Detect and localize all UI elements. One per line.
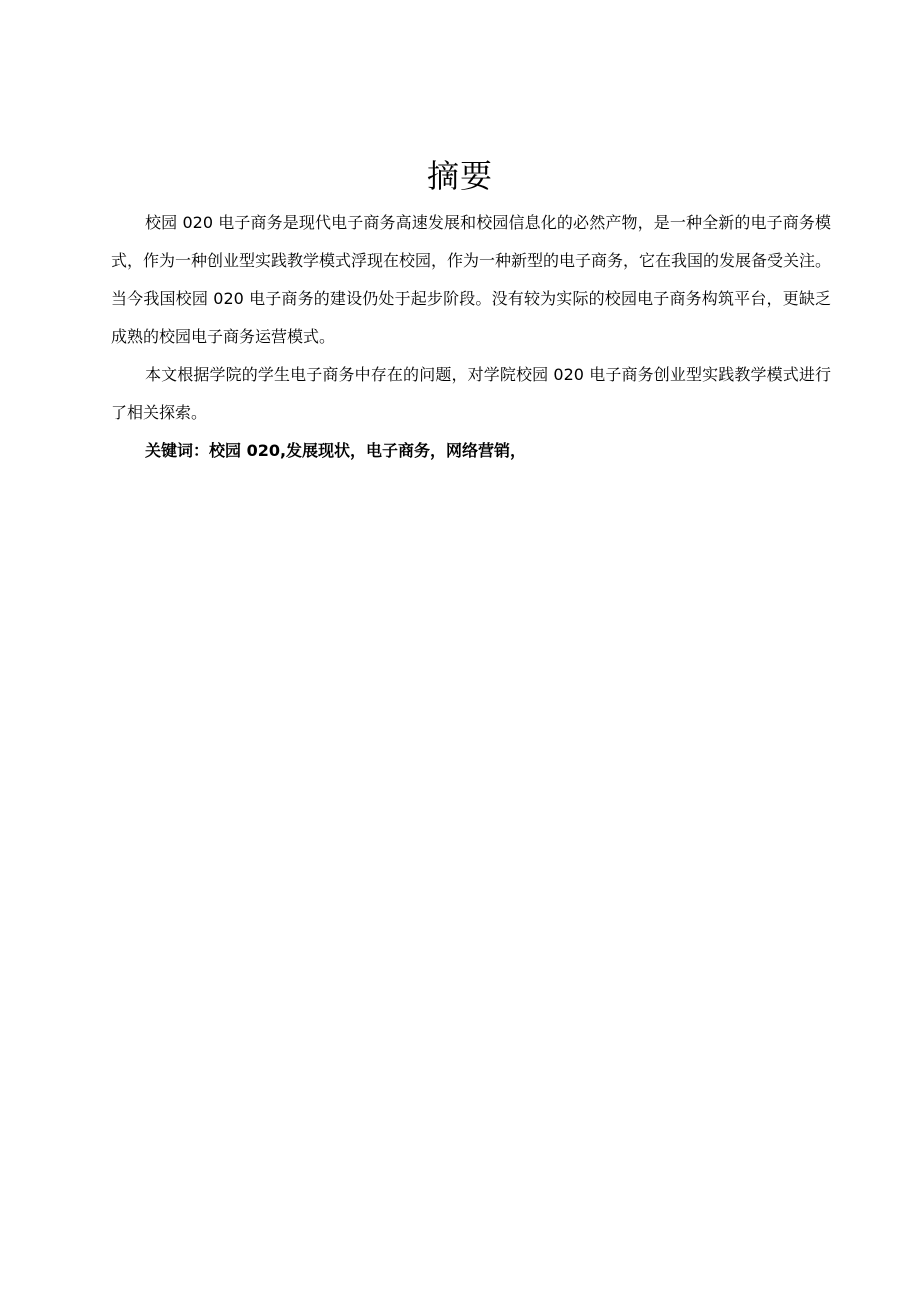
abstract-paragraph-1: 校园 020 电子商务是现代电子商务高速发展和校园信息化的必然产物，是一种全新的电子商务模式，作为一种创业型实践教学模式浮现在校园，作为一种新型的电子商务，它在我国的发展备受关注。当今我国校园 020 电子商务的建设仍处于起步阶段。没有较为实际的校园电子商务构筑平台，更缺乏成熟的校园电子商务运营模式。	[111, 213, 832, 346]
abstract-title: 摘要	[426, 157, 493, 196]
keywords-line: 关键词：校园 020,发展现状，电子商务，网络营销，	[145, 441, 527, 460]
abstract-body	[111, 204, 831, 470]
abstract-paragraph-2: 本文根据学院的学生电子商务中存在的问题，对学院校园 020 电子商务创业型实践教学模式进行了相关探索。	[111, 365, 831, 422]
